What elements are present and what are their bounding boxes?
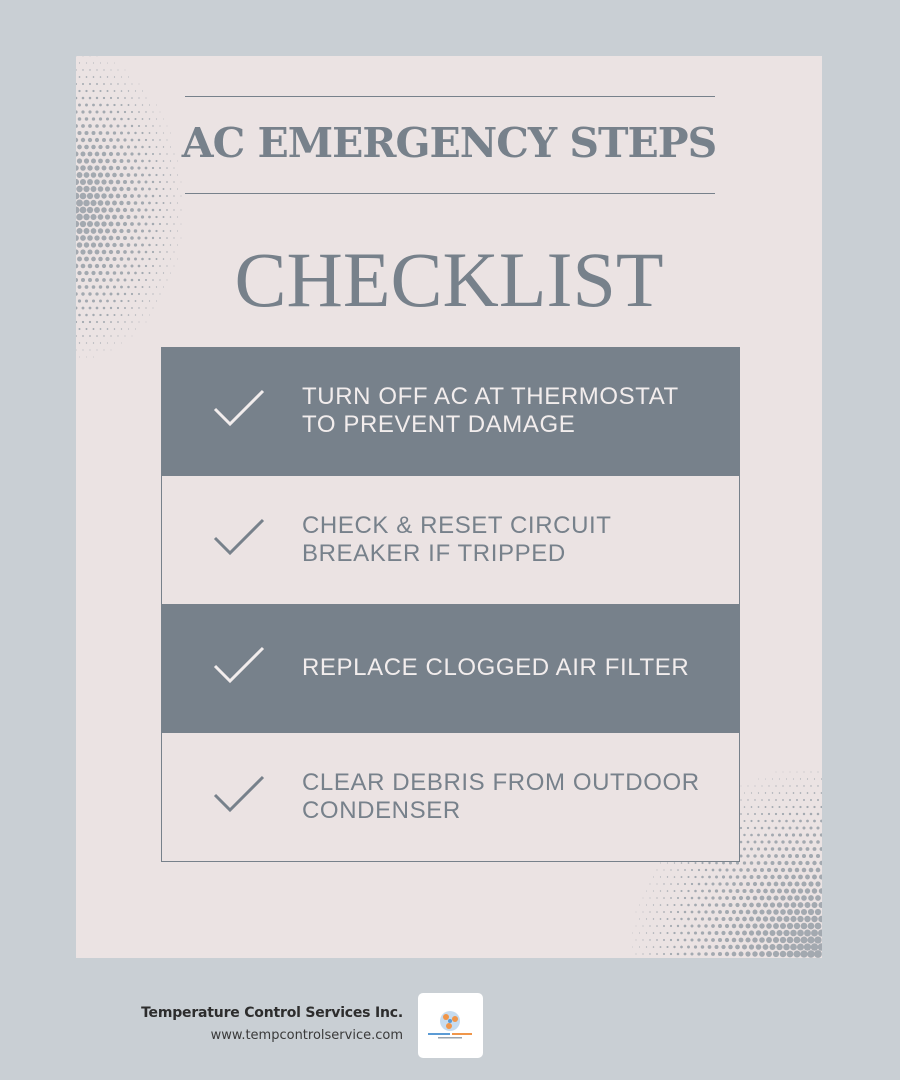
checklist-item-label xyxy=(302,654,709,682)
halftone-pattern-decoration xyxy=(76,56,216,376)
page-title: AC EMERGENCY STEPS xyxy=(181,119,717,167)
checkmark-icon xyxy=(213,646,265,686)
infographic-card xyxy=(76,56,822,958)
checklist-item xyxy=(162,347,739,476)
checkmark-icon xyxy=(213,775,265,815)
company-logo xyxy=(418,993,483,1058)
checklist xyxy=(161,347,740,862)
checklist-item-text-line: TO PREVENT DAMAGE xyxy=(302,411,576,439)
title-top-rule xyxy=(185,96,715,97)
footer xyxy=(0,993,900,1059)
checklist-item-text-line: REPLACE CLOGGED AIR FILTER xyxy=(302,654,690,682)
checklist-item xyxy=(162,604,739,733)
checklist-item-text-line: CONDENSER xyxy=(302,796,461,824)
checklist-item-label xyxy=(302,769,709,825)
checklist-item-label xyxy=(302,512,709,568)
company-logo-icon xyxy=(418,993,483,1058)
checklist-item-text-line: CHECK & RESET CIRCUIT xyxy=(302,511,612,539)
page-subtitle: CHECKLIST xyxy=(234,236,664,323)
checklist-item-label xyxy=(302,383,709,439)
title-bottom-rule xyxy=(185,193,715,194)
checkmark-icon xyxy=(213,389,265,429)
company-website-link[interactable]: www.tempcontrolservice.com xyxy=(210,1028,403,1043)
checklist-item xyxy=(162,476,739,605)
checklist-item-text-line: TURN OFF AC AT THERMOSTAT xyxy=(302,383,679,411)
company-name: Temperature Control Services Inc. xyxy=(141,1005,403,1021)
checklist-item xyxy=(162,733,739,862)
checklist-item-text-line: BREAKER IF TRIPPED xyxy=(302,539,566,567)
checklist-item-text-line: CLEAR DEBRIS FROM OUTDOOR xyxy=(302,768,700,796)
checkmark-icon xyxy=(213,518,265,558)
